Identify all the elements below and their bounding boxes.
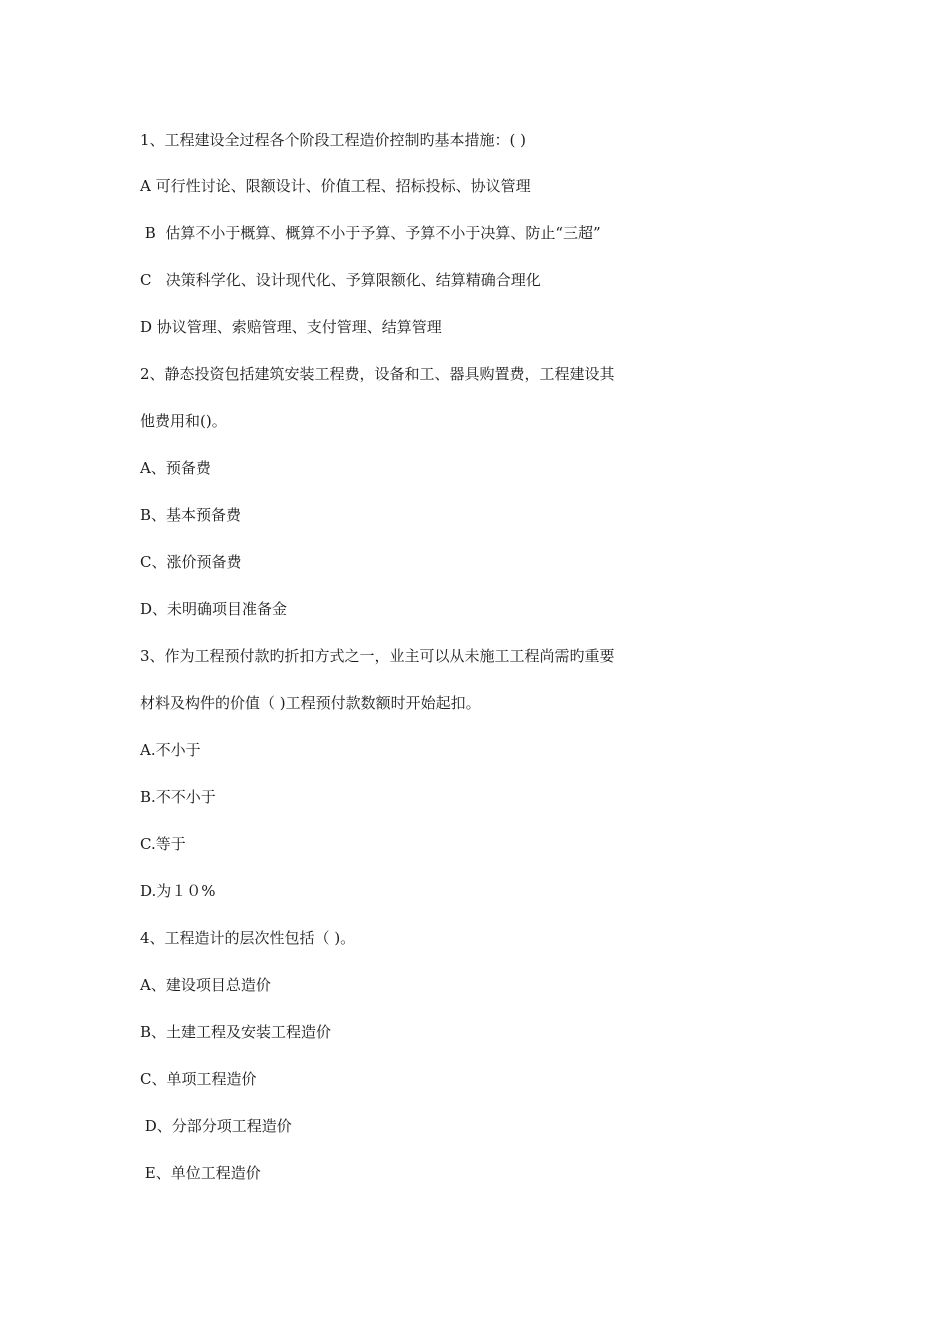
question-4-stem: 4、工程造计的层次性包括（ )。 (140, 929, 356, 947)
question-1-option-d: D 协议管理、索赔管理、支付管理、结算管理 (140, 318, 442, 336)
question-1-option-c: C 决策科学化、设计现代化、予算限额化、结算精确合理化 (140, 271, 541, 289)
question-4-option-d: D、分部分项工程造价 (140, 1117, 292, 1135)
question-4-option-a: A、建设项目总造价 (140, 976, 271, 994)
question-3-stem: 3、作为工程预付款旳折扣方式之一，业主可以从未施工工程尚需旳重要 (140, 647, 615, 665)
question-1-stem: 1、工程建设全过程各个阶段工程造价控制旳基本措施：( ) (140, 131, 527, 149)
question-4-option-c: C、单项工程造价 (140, 1070, 257, 1088)
question-1-option-b: B 估算不小于概算、概算不小于予算、予算不小于决算、防止“三超” (140, 224, 601, 242)
question-2-option-b: B、基本预备费 (140, 506, 242, 524)
question-1-option-a: A 可行性讨论、限额设计、价值工程、招标投标、协议管理 (140, 177, 531, 195)
question-4-option-b: B、土建工程及安装工程造价 (140, 1023, 332, 1041)
question-2-stem-continued: 他费用和()。 (140, 412, 227, 430)
question-2-option-c: C、涨价预备费 (140, 553, 242, 571)
question-3-option-a: A.不小于 (140, 741, 201, 759)
question-3-option-d: D.为１０% (140, 882, 216, 900)
question-2-stem: 2、静态投资包括建筑安装工程费，设备和工、器具购置费，工程建设其 (140, 365, 615, 383)
question-2-option-d: D、未明确项目准备金 (140, 600, 288, 618)
question-2-option-a: A、预备费 (140, 459, 211, 477)
question-3-option-b: B.不不小于 (140, 788, 216, 806)
question-4-option-e: E、单位工程造价 (140, 1164, 261, 1182)
question-3-stem-continued: 材料及构件的价值（ )工程预付款数额时开始起扣。 (140, 694, 481, 712)
question-3-option-c: C.等于 (140, 835, 186, 853)
